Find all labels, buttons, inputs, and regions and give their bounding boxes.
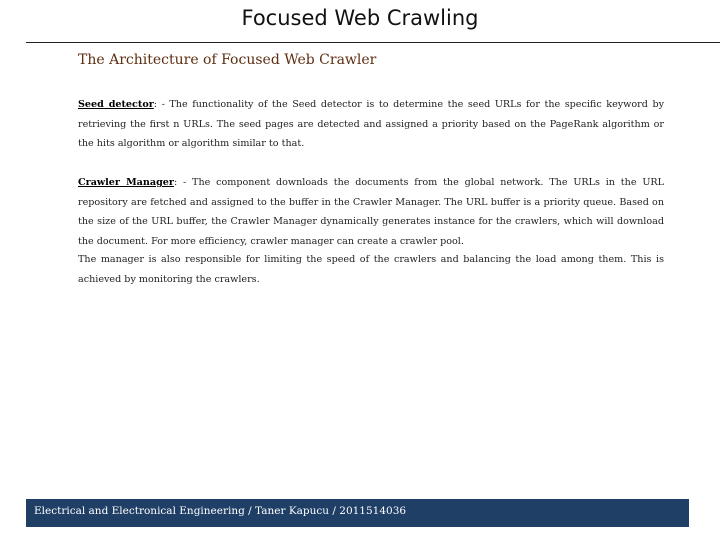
paragraph-seed-detector-text: : - The functionality of the Seed detector is to determine the seed URLs for the specific keyword by retrieving the first n URLs. The seed pages are detected and assigned a priority based on the PageRank algorithm or the hits algorithm or algorithm similar to that.: [78, 99, 665, 149]
slide-title: Focused Web Crawling: [241, 6, 479, 30]
paragraph-crawler-manager-text: : - The component downloads the documents from the global network. The URLs in the URL repository are fetched and assigned to the buffer in the Crawler Manager. The URL buffer is a priority queue. Based on the size of the URL buffer, the Crawler Manager dynamically generates instance for the crawlers, which will download the document. For more efficiency, crawler manager can create a crawler pool.: [78, 177, 664, 247]
paragraph-seed-detector: [78, 95, 664, 154]
term-crawler-manager: Crawler Manager: [78, 177, 174, 188]
paragraph-crawler-manager: [78, 173, 664, 251]
title-divider: [26, 42, 720, 43]
section-heading: The Architecture of Focused Web Crawler: [78, 52, 377, 68]
footer-bar: [26, 499, 689, 527]
footer-text: Electrical and Electronical Engineering / Taner Kapucu / 2011514036: [34, 505, 407, 517]
term-seed-detector: Seed detector: [78, 99, 154, 110]
paragraph-manager-load: The manager is also responsible for limiting the speed of the crawlers and balancing the load among them. This is achieved by monitoring the crawlers.: [78, 254, 664, 285]
